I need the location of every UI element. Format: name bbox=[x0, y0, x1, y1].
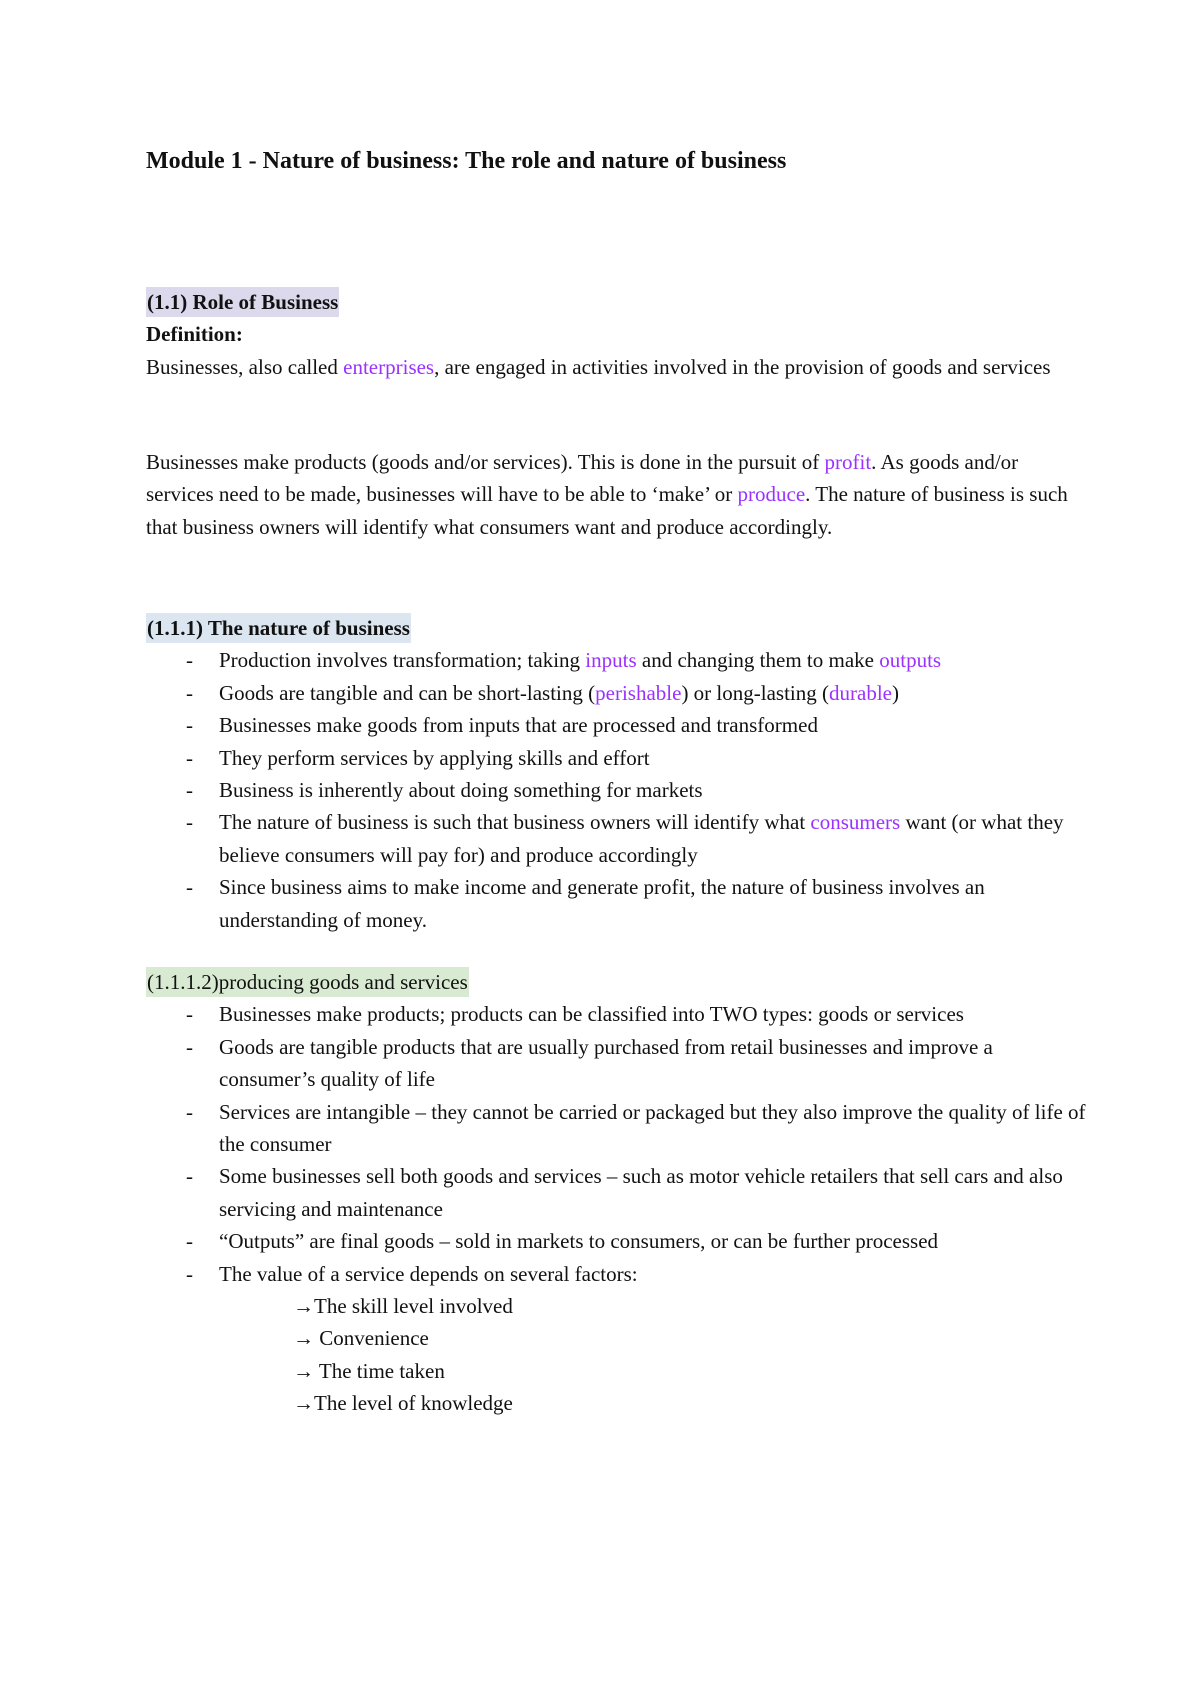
section-producing-goods bbox=[146, 966, 1086, 1420]
list-item: - Services are intangible – they cannot be carried or packaged but they also improve the quality of life of the consumer bbox=[146, 1096, 1086, 1161]
service-factor-list bbox=[146, 1290, 1086, 1420]
list-item: - Production involves transformation; taking inputs and changing them to make outputs bbox=[146, 644, 1086, 676]
list-item: - “Outputs” are final goods – sold in markets to consumers, or can be further processed bbox=[146, 1225, 1086, 1257]
factor-item: →The level of knowledge bbox=[293, 1391, 513, 1416]
definition-label: Definition: bbox=[146, 322, 243, 347]
list-item: - Business is inherently about doing something for markets bbox=[146, 774, 1086, 806]
list-item: - They perform services by applying skills and effort bbox=[146, 742, 1086, 774]
nature-bullet-list bbox=[146, 644, 1086, 936]
list-item: - Businesses make products; products can be classified into TWO types: goods or services bbox=[146, 998, 1086, 1030]
list-item: - Goods are tangible and can be short-lasting (perishable) or long-lasting (durable) bbox=[146, 677, 1086, 709]
factor-item: →The skill level involved bbox=[293, 1294, 513, 1319]
section-role-of-business bbox=[146, 286, 1086, 383]
section-heading: (1.1.1.2)producing goods and services bbox=[146, 967, 469, 997]
section-heading: (1.1) Role of Business bbox=[146, 287, 339, 317]
definition-text: Businesses, also called enterprises, are engaged in activities involved in the provision of goods and services bbox=[146, 354, 1051, 379]
list-item: - The value of a service depends on several factors: bbox=[146, 1258, 1086, 1290]
factor-item: → Convenience bbox=[293, 1326, 429, 1351]
keyword: profit bbox=[824, 450, 872, 474]
keyword: produce bbox=[737, 482, 806, 507]
page-title: Module 1 - Nature of business: The role and nature of business bbox=[146, 148, 787, 174]
list-item: - Some businesses sell both goods and services – such as motor vehicle retailers that sell cars and also servicing and maintenance bbox=[146, 1160, 1086, 1225]
role-paragraph: Businesses make products (goods and/or services). This is done in the pursuit of profit. As goods and/or services need to be made, businesses will have to be able to ‘make’ or produce. The nature of business is such that business owners will identify what consumers want and produce accordingly. bbox=[146, 450, 1068, 539]
producing-bullet-list bbox=[146, 998, 1086, 1290]
section-nature-of-business bbox=[146, 612, 1086, 936]
list-item: - Goods are tangible products that are usually purchased from retail businesses and improve a consumer’s quality of life bbox=[146, 1031, 1086, 1096]
list-item: - Businesses make goods from inputs that are processed and transformed bbox=[146, 709, 1086, 741]
factor-item: → The time taken bbox=[293, 1358, 445, 1383]
list-item: - The nature of business is such that business owners will identify what consumers want (or what they believe consumers will pay for) and produce accordingly bbox=[146, 806, 1086, 871]
section-heading: (1.1.1) The nature of business bbox=[146, 613, 411, 643]
keyword: enterprises bbox=[343, 354, 435, 379]
list-item: - Since business aims to make income and generate profit, the nature of business involves an understanding of money. bbox=[146, 871, 1086, 936]
